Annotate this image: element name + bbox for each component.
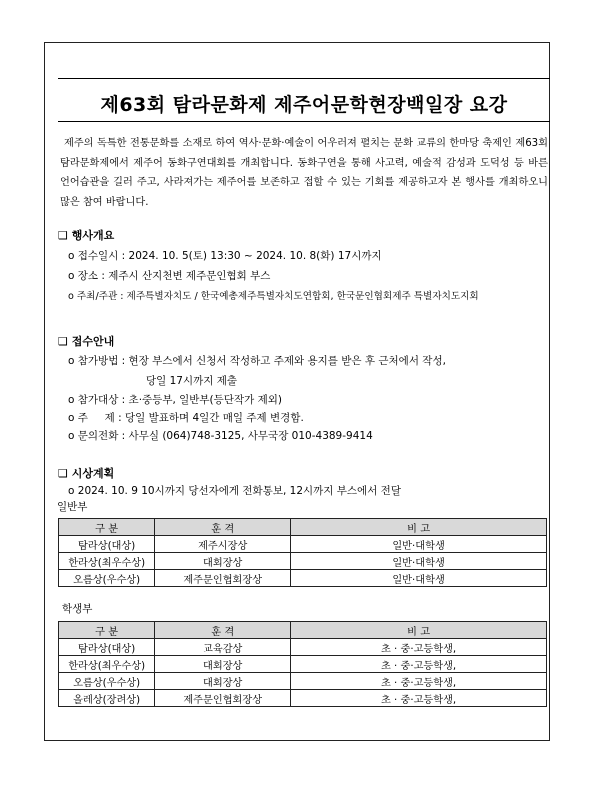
cell-award: 대회장상	[155, 553, 291, 570]
general-division-label: 일반부	[57, 501, 88, 513]
table-row	[59, 570, 547, 587]
overview-heading: ❑ 행사개요	[58, 229, 115, 242]
page-title: 제63회 탐라문화제 제주어문학현장백일장 요강	[100, 94, 508, 116]
title-top-rule	[58, 78, 550, 79]
awards-heading: ❑ 시상계획	[58, 467, 115, 480]
overview-item: o 주최/주관 : 제주특별자치도 / 한국예총제주특별자치도연합회, 한국문인협회제주 특별자치도지회	[68, 291, 479, 302]
student-awards-table	[58, 621, 547, 707]
header-award: 훈 격	[155, 622, 291, 639]
reception-item: o 참가방법 : 현장 부스에서 신청서 작성하고 주제와 용지를 받은 후 근처에서 작성,	[68, 355, 446, 367]
cell-remarks: 일반·대학생	[291, 553, 547, 570]
intro-paragraph: 제주의 독특한 전통문화를 소재로 하여 역사·문화·예술이 어우러져 펼치는 문화 교류의 한마당 축제인 제63회 탐라문화제에서 제주어 동화구연대회를 개최합니다. 동화구연을 통해 사고력, 예술적 감성과 도덕성 등 바른 언어습관을 길러 주고, 사라져가는 제주어를 보존하고 접할 수 있는 기회를 제공하고자 본 행사를 개최하오니 많은 참여 바랍니다.	[60, 138, 548, 208]
reception-item: o 문의전화 : 사무실 (064)748-3125, 사무국장 010-4389-9414	[68, 430, 373, 442]
table-header-row	[59, 622, 547, 639]
title-bottom-rule	[58, 121, 550, 122]
cell-award: 제주문인협회장상	[155, 570, 291, 587]
cell-category: 한라상(최우수상)	[59, 553, 155, 570]
reception-item: o 주 제 : 당일 발표하며 4일간 매일 주제 변경함.	[68, 412, 304, 424]
awards-note: o 2024. 10. 9 10시까지 당선자에게 전화통보, 12시까지 부스에서 전달	[68, 485, 401, 497]
cell-award: 교육감상	[155, 639, 291, 656]
cell-remarks: 초 · 중·고등학생,	[291, 690, 547, 707]
reception-heading: ❑ 접수안내	[58, 335, 115, 348]
general-awards-table	[58, 518, 547, 587]
cell-category: 탐라상(대상)	[59, 639, 155, 656]
table-row	[59, 673, 547, 690]
table-header-row	[59, 519, 547, 536]
header-award: 훈 격	[155, 519, 291, 536]
cell-award: 대회장상	[155, 656, 291, 673]
table-row	[59, 553, 547, 570]
reception-item: o 참가대상 : 초·중등부, 일반부(등단작가 제외)	[68, 394, 282, 406]
cell-award: 제주문인협회장상	[155, 690, 291, 707]
cell-category: 탐라상(대상)	[59, 536, 155, 553]
table-row	[59, 536, 547, 553]
header-remarks: 비 고	[291, 622, 547, 639]
cell-award: 대회장상	[155, 673, 291, 690]
table-row	[59, 690, 547, 707]
cell-remarks: 일반·대학생	[291, 570, 547, 587]
table-row	[59, 656, 547, 673]
reception-item: 당일 17시까지 제출	[146, 375, 238, 387]
overview-item: o 접수일시 : 2024. 10. 5(토) 13:30 ~ 2024. 10. 8(화) 17시까지	[68, 250, 382, 262]
table-row	[59, 639, 547, 656]
cell-category: 오름상(우수상)	[59, 570, 155, 587]
header-remarks: 비 고	[291, 519, 547, 536]
student-division-label: 학생부	[62, 603, 93, 615]
cell-category: 올레상(장려상)	[59, 690, 155, 707]
cell-remarks: 초 · 중·고등학생,	[291, 673, 547, 690]
cell-award: 제주시장상	[155, 536, 291, 553]
cell-remarks: 초 · 중·고등학생,	[291, 639, 547, 656]
cell-category: 오름상(우수상)	[59, 673, 155, 690]
header-category: 구 분	[59, 622, 155, 639]
cell-remarks: 초 · 중·고등학생,	[291, 656, 547, 673]
cell-remarks: 일반·대학생	[291, 536, 547, 553]
cell-category: 한라상(최우수상)	[59, 656, 155, 673]
header-category: 구 분	[59, 519, 155, 536]
overview-item: o 장소 : 제주시 산지천변 제주문인협회 부스	[68, 270, 271, 282]
